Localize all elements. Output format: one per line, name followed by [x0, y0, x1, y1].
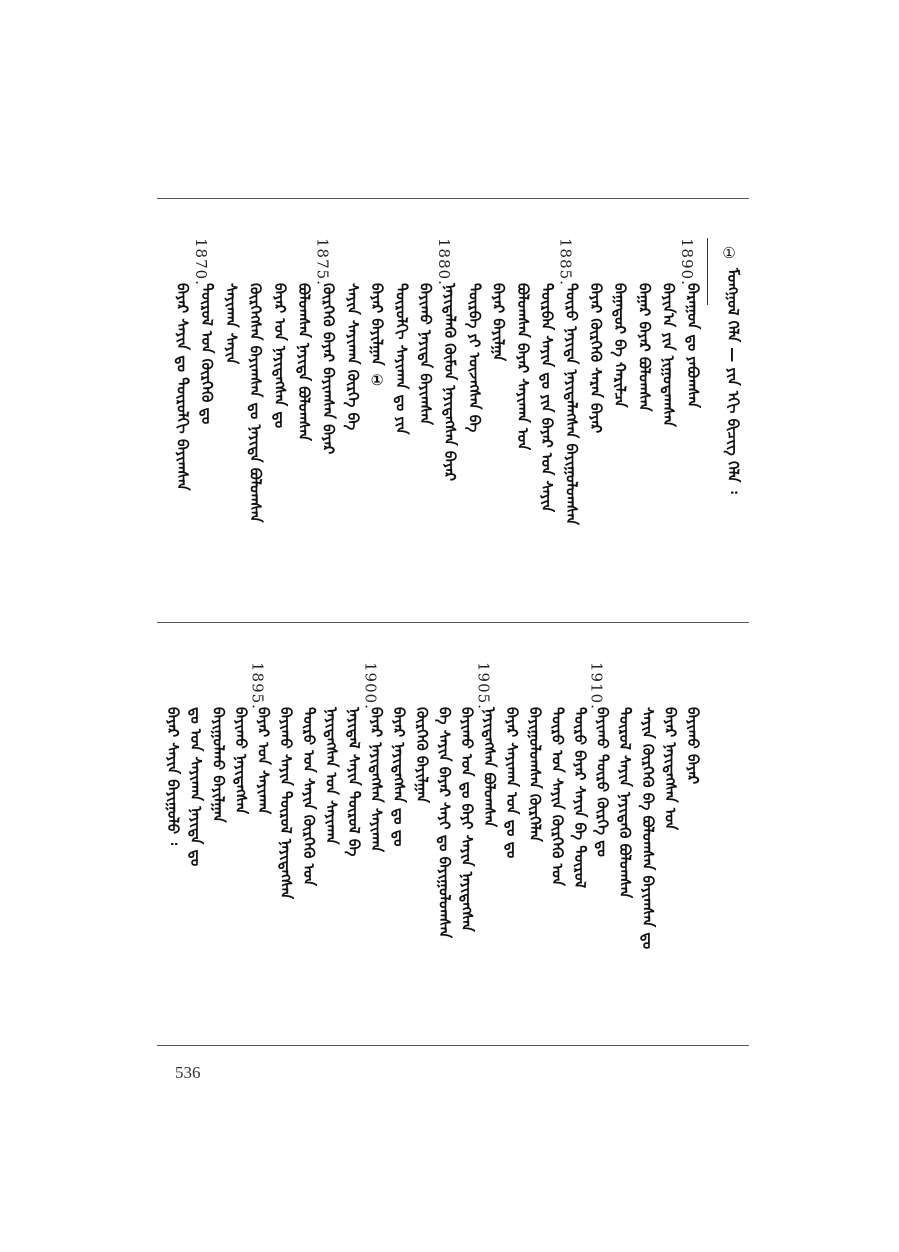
- verse-line: ᠪᠠᠶᠢᠬᠤ ᠨᠡᠶᠢᠲᠡᠭᠰᠡᠨ: [232, 707, 250, 815]
- footnote-marker: ①: [720, 244, 738, 262]
- verse-line: ᠪᠠᠶᠠᠷ ᠨᠡᠶᠢᠲᠡᠭᠰᠡᠨ ᠤᠨ: [661, 707, 680, 831]
- verse-line: ᠰᠠᠶᠢᠨ ᠬᠦᠷᠭᠡᠬᠦ ᠪᠡ ᠪᠣᠯᠤᠭᠰᠠᠨ ᠪᠠᠶᠢᠭᠰᠠᠨ ᠳᠤ: [638, 707, 657, 950]
- line-number: 1890.: [678, 238, 696, 286]
- verse-line: ᠪᠠᠶᠠᠷ ᠬᠦᠷᠭᠡᠬᠦ ᠰᠠᠷᠠᠨ ᠪᠠᠶᠠᠷ: [586, 283, 605, 434]
- verse-line: ᠳᠦᠷᠪᠡᠨ ᠰᠠᠶᠢᠨ ᠳᠤ ᠶᠢᠨ ᠪᠠᠶᠠᠷ ᠤᠨ ᠰᠠᠶᠢᠨ: [538, 283, 557, 513]
- verse-line: ᠪᠠᠶᠠᠷ ᠪᠠᠶᠢᠯᠭᠠ: [489, 283, 508, 362]
- verse-line: ᠪᠠᠷᠠᠭᠤᠨ ᠳᠤ ᠶᠠᠪᠤᠭᠰᠠᠨ: [684, 283, 702, 409]
- verse-line: ᠨᠡᠶᠢᠲᠡᠯ ᠰᠠᠶᠢᠨ ᠲᠦᠷᠦᠯ ᠪᠡ: [345, 707, 363, 857]
- verse-line: ᠪᠠᠶᠢᠨ᠎ᠠ ᠶᠢᠨ ᠨᠢᠭᠤᠳᠠᠭᠰᠠᠨ: [659, 283, 678, 427]
- verse-line: ᠪᠠᠶᠢᠭᠤᠯᠤᠭᠰᠠᠨ ᠬᠦᠷᠭᠡᠯᠡᠨ: [525, 707, 544, 842]
- bottom-rule: [157, 1045, 749, 1046]
- line-number: 1895.: [248, 662, 267, 710]
- verse-line: ᠲᠦᠷᠦᠯ ᠤᠨ ᠬᠦᠷᠭᠡᠬᠦ ᠳᠤ: [198, 283, 216, 425]
- verse-line: ᠨᠡᠶᠢᠲᠡᠭᠰᠡᠨ ᠤᠨ ᠰᠠᠶᠢᠬᠠᠨ: [322, 707, 341, 845]
- verse-line: ᠪᠠᠶᠠᠷ ᠨᠡᠶᠢᠲᠡᠭᠰᠡᠨ ᠳᠤ ᠳᠤ: [390, 707, 409, 847]
- verse-line: ᠪᠠᠭᠠᠷ ᠪᠠᠶᠠᠷ ᠪᠣᠯᠤᠭᠰᠠᠨ: [635, 283, 654, 412]
- footnote-text: ᠮᠣᠩᠭᠣᠯ ᠬᠡᠯᠡ — ᠶᠢᠨ ᠡᠬᠢ ᠪᠢᠴᠢᠭ ᠬᠡᠯᠡ ᠄: [724, 268, 742, 494]
- verse-line: ᠪᠣᠯᠤᠭᠰᠠᠨ ᠨᠡᠶᠢᠲᠡ ᠪᠣᠯᠤᠭᠰᠠᠨ: [295, 283, 314, 442]
- verse-line: ᠪᠠᠶᠠᠷ ᠤᠨ ᠰᠠᠶᠢᠬᠠᠨ: [254, 707, 273, 815]
- verse-line: ᠪᠠ ᠰᠠᠶᠢᠨ ᠪᠠᠶᠠᠷ ᠰᠠᠶᠢ ᠳᠤ ᠪᠠᠶᠢᠭᠤᠯᠤᠭᠰᠠᠨ: [435, 707, 454, 939]
- top-rule: [157, 198, 749, 199]
- verse-line: ᠪᠠᠶᠠᠷ ᠤᠨ ᠨᠡᠶᠢᠲᠡᠭᠰᠡᠨ ᠳᠤ: [270, 283, 289, 429]
- verse-line: ᠪᠠᠭᠠᠳᠤᠷ ᠪᠠ ᠬᠠᠷᠢᠯᠴᠠ: [611, 283, 630, 408]
- verse-line: ᠨᠡᠶᠢᠲᠡᠭᠰᠡᠨ ᠪᠣᠯᠤᠭᠰᠠᠨ: [480, 707, 499, 828]
- line-number: 1875.: [313, 238, 332, 286]
- verse-line: ᠪᠠᠶᠢᠬᠤ ᠪᠠᠶᠠᠷ: [684, 707, 702, 785]
- verse-line: ᠪᠠᠶᠢᠬᠤ ᠲᠦᠷᠦ ᠬᠦᠷᠭᠡ ᠳᠤ: [593, 707, 612, 857]
- verse-line: ᠪᠠᠶᠢᠬᠤ ᠨᠡᠶᠢᠲᠡ ᠪᠠᠶᠢᠭᠰᠠᠨ: [416, 283, 435, 425]
- verse-line: ᠪᠠᠶᠠᠷ ᠰᠠᠶᠢᠨ ᠪᠠᠶᠢᠭᠤᠯᠤ ᠄: [164, 707, 183, 846]
- verse-line: ᠨᠡᠶᠢᠲᠡᠯᠡᠬᠦ ᠬᠦᠮᠦᠨ ᠨᠡᠶᠢᠲᠡᠭᠰᠡᠨ ᠪᠠᠶᠠᠷ: [441, 283, 459, 481]
- verse-line: ᠪᠠᠶᠠᠷ ᠨᠡᠶᠢᠲᠡᠭᠰᠡᠨ ᠰᠠᠶᠢᠬᠠᠨ: [367, 707, 386, 853]
- verse-line: ᠳᠦᠷᠪᠡ ᠶᠢ ᠦᠵᠡᠭᠰᠡᠨ ᠪᠡ: [465, 283, 484, 433]
- page-number: 536: [175, 1063, 201, 1082]
- line-number: 1885.: [556, 238, 575, 286]
- verse-line: ᠲᠦᠷᠦᠯᠬᠢ ᠰᠠᠶᠢᠬᠠᠨ ᠳᠤ ᠶᠢᠨ: [392, 283, 411, 435]
- verse-line: ᠲᠦᠷᠦ ᠤᠨ ᠰᠠᠶᠢᠨ ᠬᠦᠷᠭᠡᠬᠦ ᠤᠨ: [548, 707, 567, 886]
- line-number: 1870.: [192, 238, 210, 286]
- verse-line: ᠲᠦᠷᠦ ᠨᠡᠶᠢᠲᠡ ᠨᠡᠶᠢᠲᠡᠯᠡᠭᠰᠡᠨ ᠪᠠᠶᠢᠭᠤᠯᠤᠭᠰᠠᠨ: [562, 283, 581, 526]
- verse-line: ᠪᠠᠶᠢᠬᠤ ᠰᠠᠶᠢᠨ ᠲᠦᠷᠦᠯ ᠨᠡᠶᠢᠲᠡᠭᠰᠡᠨ: [277, 707, 296, 900]
- verse-line: ᠬᠦᠷᠭᠡᠬᠦ ᠪᠠᠶᠠᠷ ᠪᠠᠶᠢᠭᠰᠠᠨ ᠪᠠᠶᠠᠷ: [319, 283, 338, 455]
- verse-line: ᠪᠣᠯᠤᠭᠰᠠᠨ ᠪᠠᠶᠠᠷ ᠰᠠᠶᠢᠬᠠᠨ ᠤᠨ: [513, 283, 532, 451]
- line-number: 1905.: [474, 662, 493, 710]
- verse-line: ᠬᠦᠷᠭᠡᠭᠰᠡᠨ ᠪᠠᠶᠢᠭᠰᠠᠨ ᠳᠤ ᠨᠡᠶᠢᠲᠡ ᠪᠣᠯᠤᠭᠰᠠᠨ: [246, 283, 265, 523]
- footnote-divider: [707, 238, 708, 305]
- verse-line: ᠲᠦᠷᠦ ᠤᠨ ᠰᠠᠶᠢᠨ ᠬᠦᠷᠭᠡᠬᠦ ᠤᠨ: [299, 707, 318, 886]
- verse-line: ᠬᠦᠷᠭᠡᠬᠦ ᠪᠠᠶᠢᠯᠭᠠᠨ: [412, 707, 431, 804]
- middle-rule: [157, 622, 749, 623]
- line-number: 1880.: [435, 238, 453, 286]
- verse-line: ᠪᠠᠶᠢᠬᠤ ᠤᠨ ᠳᠤ ᠪᠠᠶᠢ ᠰᠠᠶᠢᠨ ᠨᠡᠶᠢᠲᠡᠭᠰᠡᠨ: [458, 707, 476, 932]
- verse-line: ᠰᠠᠶᠢᠬᠠᠨ ᠰᠠᠶᠢᠨ: [222, 283, 241, 365]
- verse-line: ᠰᠠᠶᠢᠨ ᠰᠠᠶᠢᠬᠠᠨ ᠬᠦᠷᠭᠡ ᠪᠡ: [343, 283, 362, 431]
- line-number: 1900.: [361, 662, 380, 710]
- line-number: 1910.: [587, 662, 606, 710]
- verse-line: ᠲᠦᠷᠦ ᠪᠠᠶᠠᠷ ᠰᠠᠶᠢᠨ ᠪᠡ ᠲᠦᠷᠦᠯ: [571, 707, 589, 889]
- verse-line: ᠪᠠᠶᠠᠷ ᠰᠠᠶᠢᠬᠠᠨ ᠤᠨ ᠳᠤ ᠳᠤ: [503, 707, 522, 859]
- verse-line: ᠳᠤ ᠤᠨ ᠰᠠᠶᠢᠬᠠᠨ ᠨᠡᠶᠢᠲᠡ ᠳᠤ: [186, 707, 205, 867]
- verse-line: ᠪᠠᠶᠠᠷ ᠪᠠᠶᠢᠯᠭᠠᠨ ①: [368, 283, 387, 389]
- verse-line: ᠪᠠᠶᠢᠭᠤᠯᠬᠤ ᠪᠠᠶᠢᠯᠭᠠᠨ: [209, 707, 228, 823]
- verse-line: ᠲᠦᠷᠦᠯ ᠰᠠᠶᠢᠨ ᠨᠡᠶᠢᠲᠡᠬᠦ ᠪᠣᠯᠤᠭᠰᠠᠨ: [616, 707, 635, 899]
- verse-line: ᠪᠠᠶᠠᠷ ᠰᠠᠶᠢᠨ ᠳᠤ ᠲᠦᠷᠦᠯᠬᠢ ᠪᠠᠶᠢᠭᠰᠠᠨ: [173, 283, 192, 491]
